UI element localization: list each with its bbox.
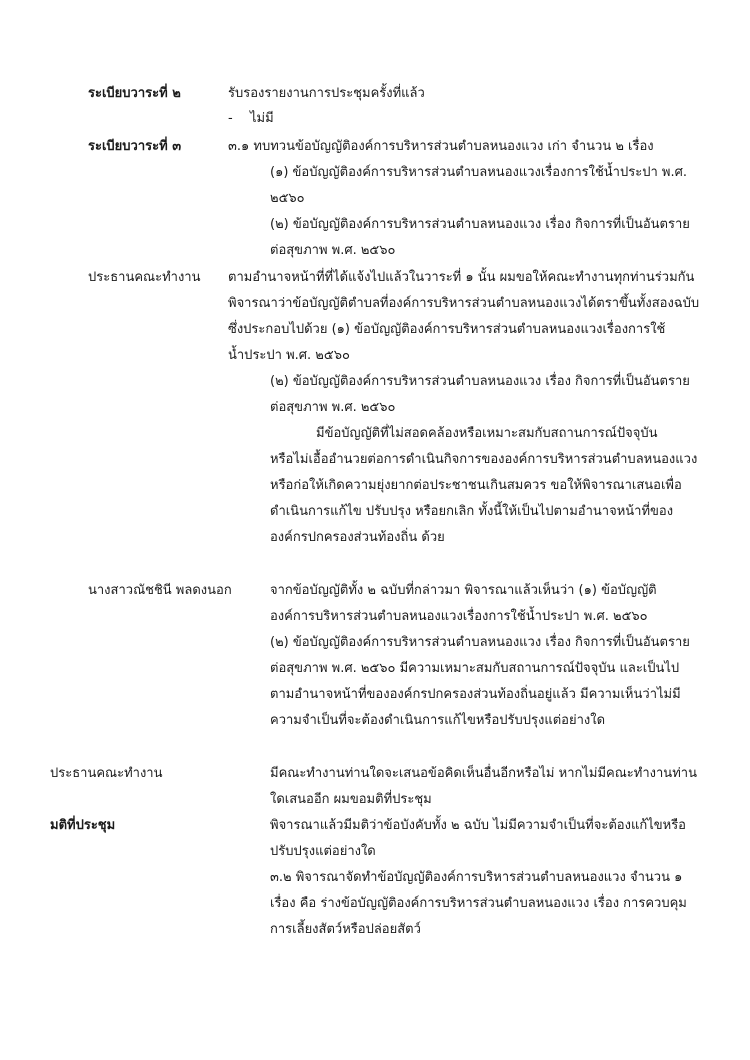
member-line: จากข้อบัญญัติทั้ง ๒ ฉบับที่กล่าวมา พิจารณาแล้วเห็นว่า (๑) ข้อบัญญัติ	[270, 583, 657, 598]
agenda-2-label: ระเบียบวาระที่ ๒	[88, 86, 181, 101]
chair-2-speaker: ประธานคณะทำงาน	[50, 766, 163, 781]
resolution-line: ปรับปรุงแต่อย่างใด	[270, 844, 376, 859]
member-line: ความจำเป็นที่จะต้องดำเนินการแก้ไขหรือปรับปรุงแต่อย่างใด	[270, 713, 606, 728]
agenda-3-sub2-line1: (๒) ข้อบัญญัติองค์การบริหารส่วนตำบลหนองแวง เรื่อง กิจการที่เป็นอันตราย	[270, 217, 690, 232]
chair-2-line: มีคณะทำงานท่านใดจะเสนอข้อคิดเห็นอื่นอีกหรือไม่ หากไม่มีคณะทำงานท่าน	[270, 766, 697, 781]
member-line: องค์การบริหารส่วนตำบลหนองแวงเรื่องการใช้น้ำประปา พ.ศ. ๒๕๖๐	[270, 609, 648, 624]
chair-1-speaker: ประธานคณะทำงาน	[88, 270, 201, 285]
chair-1-line: ตามอำนาจหน้าที่ที่ได้แจ้งไปแล้วในวาระที่ ๑ นั้น ผมขอให้คณะทำงานทุกท่านร่วมกัน	[228, 270, 695, 285]
resolution-line: การเลี้ยงสัตว์หรือปล่อยสัตว์	[270, 922, 421, 937]
resolution-label: มติที่ประชุม	[50, 818, 116, 833]
chair-1-line: หรือไม่เอื้ออำนวยต่อการดำเนินกิจการขององค์การบริหารส่วนตำบลหนองแวง	[270, 452, 698, 467]
member-line: ตามอำนาจหน้าที่ขององค์กรปกครองส่วนท้องถิ่นอยู่แล้ว มีความเห็นว่าไม่มี	[270, 687, 681, 702]
agenda-2-title: รับรองรายงานการประชุมครั้งที่แล้ว	[228, 86, 425, 101]
agenda-3-sub2-line2: ต่อสุขภาพ พ.ศ. ๒๕๖๐	[270, 243, 396, 258]
chair-1-line: ซึ่งประกอบไปด้วย (๑) ข้อบัญญัติองค์การบริหารส่วนตำบลหนองแวงเรื่องการใช้	[228, 322, 666, 337]
member-speaker: นางสาวณัชชินี พลดงนอก	[88, 583, 232, 598]
agenda-3-sub1-line2: ๒๕๖๐	[270, 191, 305, 206]
member-line: (๒) ข้อบัญญัติองค์การบริหารส่วนตำบลหนองแวง เรื่อง กิจการที่เป็นอันตราย	[270, 635, 690, 650]
chair-2-line: ใดเสนออีก ผมขอมติที่ประชุม	[270, 792, 432, 807]
chair-1-line: (๒) ข้อบัญญัติองค์การบริหารส่วนตำบลหนองแวง เรื่อง กิจการที่เป็นอันตราย	[270, 374, 690, 389]
chair-1-line: หรือก่อให้เกิดความยุ่งยากต่อประชาชนเกินสมควร ขอให้พิจารณาเสนอเพื่อ	[270, 478, 682, 493]
agenda-3-label: ระเบียบวาระที่ ๓	[88, 139, 182, 154]
resolution-line: เรื่อง คือ ร่างข้อบัญญัติองค์การบริหารส่วนตำบลหนองแวง เรื่อง การควบคุม	[270, 896, 687, 911]
resolution-line: พิจารณาแล้วมีมติว่าข้อบังคับทั้ง ๒ ฉบับ ไม่มีความจำเป็นที่จะต้องแก้ไขหรือ	[270, 818, 686, 833]
agenda-2-dash: -	[228, 111, 233, 126]
chair-1-line: มีข้อบัญญัติที่ไม่สอดคล้องหรือเหมาะสมกับสถานการณ์ปัจจุบัน	[316, 426, 658, 441]
agenda-3-item-3-1: ๓.๑ ทบทวนข้อบัญญัติองค์การบริหารส่วนตำบลหนองแวง เก่า จำนวน ๒ เรื่อง	[228, 139, 654, 154]
chair-1-line: พิจารณาว่าข้อบัญญัติตำบลที่องค์การบริหารส่วนตำบลหนองแวงได้ตราขึ้นทั้งสองฉบับ	[228, 296, 700, 311]
chair-1-line: ต่อสุขภาพ พ.ศ. ๒๕๖๐	[270, 400, 396, 415]
chair-1-line: ดำเนินการแก้ไข ปรับปรุง หรือยกเลิก ทั้งนี้ให้เป็นไปตามอำนาจหน้าที่ของ	[270, 504, 674, 519]
resolution-line: ๓.๒ พิจารณาจัดทำข้อบัญญัติองค์การบริหารส่วนตำบลหนองแวง จำนวน ๑	[270, 870, 683, 885]
chair-1-line: น้ำประปา พ.ศ. ๒๕๖๐	[228, 348, 350, 363]
agenda-3-sub1-line1: (๑) ข้อบัญญัติองค์การบริหารส่วนตำบลหนองแวงเรื่องการใช้น้ำประปา พ.ศ.	[270, 165, 687, 180]
agenda-2-none: ไม่มี	[250, 111, 274, 126]
member-line: ต่อสุขภาพ พ.ศ. ๒๕๖๐ มีความเหมาะสมกับสถานการณ์ปัจจุบัน และเป็นไป	[270, 661, 680, 676]
chair-1-line: องค์กรปกครองส่วนท้องถิ่น ด้วย	[270, 530, 445, 545]
